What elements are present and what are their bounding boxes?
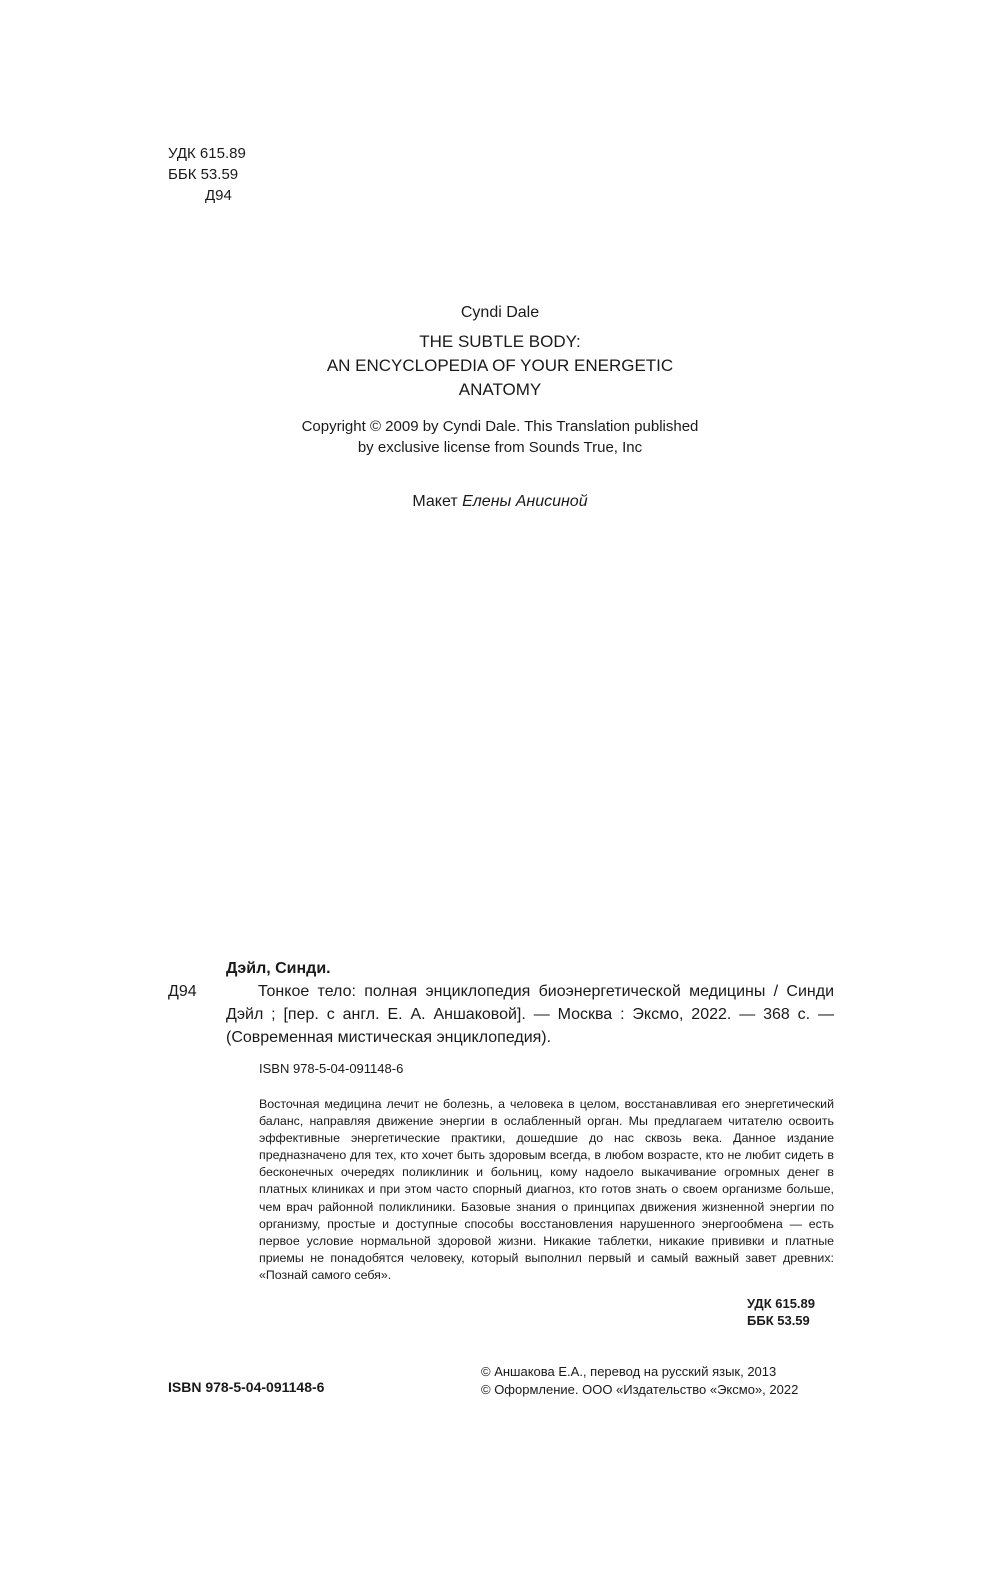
footer-classification [747,1295,815,1329]
layout-credit-name: Елены Анисиной [462,493,588,510]
copyright-design: © Оформление. ООО «Издательство «Эксмо», 2022 [481,1382,799,1397]
bib-description-row [168,980,834,1049]
classification-block [168,143,246,206]
udk-code: УДК 615.89 [168,145,246,162]
copyright-line: Copyright © 2009 by Cyndi Dale. This Translation published [301,418,699,435]
bibliographic-record [168,958,834,1284]
author-sign: Д94 [205,187,232,204]
copyright-line: by exclusive license from Sounds True, Inc [357,439,643,456]
original-copyright [220,416,780,458]
layout-credit-prefix: Макет [412,493,458,510]
original-title-line: AN ENCYCLOPEDIA OF YOUR ENERGETIC [326,356,674,375]
footer-bbk: ББК 53.59 [747,1313,810,1328]
copyright-translation: © Аншакова Е.А., перевод на русский язык, 2013 [481,1364,777,1379]
footer-isbn: ISBN 978-5-04-091148-6 [168,1379,325,1395]
footer-udk: УДК 615.89 [747,1296,815,1311]
bib-annotation: Восточная медицина лечит не болезнь, а человека в целом, восстанавливая его энергетический баланс, направляя движение энергии в ослабленный орган. Мы предлагаем читателю освоить эффективные энергетические практики, дошедшие до нас сквозь века. Данное издание предназначено для тех, кто хочет быть здоровым всегда, в любом возрасте, кто не любит сидеть в бесконечных очередях поликлиник и больниц, кому надоело выкачивание огромных денег в платных клиниках и при этом часто спорный диагноз, кто готов знать о своем организме больше, чем врач районной поликлиники. Базовые знания о принципах движения жизненной энергии по организму, простые и доступные способы восстановления нарушенного энергообмена — есть первое условие нормальной здоровой жизни. Никакие таблетки, никакие прививки и платные приемы не понадобятся человеку, который выполнил первый и самый важный завет древних: «Познай самого себя». [259,1097,834,1282]
bib-code: Д94 [168,983,197,1000]
layout-credit [220,490,780,514]
original-title-line: THE SUBTLE BODY: [419,332,581,351]
footer-copyrights [481,1363,798,1399]
bbk-code: ББК 53.59 [168,166,239,183]
original-author: Cyndi Dale [460,304,540,321]
original-title [220,330,780,402]
original-title-line: ANATOMY [458,380,542,399]
bib-author-heading: Дэйл, Синди. [226,960,331,977]
bib-description: Тонкое тело: полная энциклопедия биоэнергетической медицины / Синди Дэйл ; [пер. с англ. Е. А. Аншаковой]. — Москва : Эксмо, 2022. — 368 с. — (Современная мистическая энциклопедия). [226,983,834,1046]
bib-isbn: ISBN 978-5-04-091148-6 [259,1061,404,1076]
